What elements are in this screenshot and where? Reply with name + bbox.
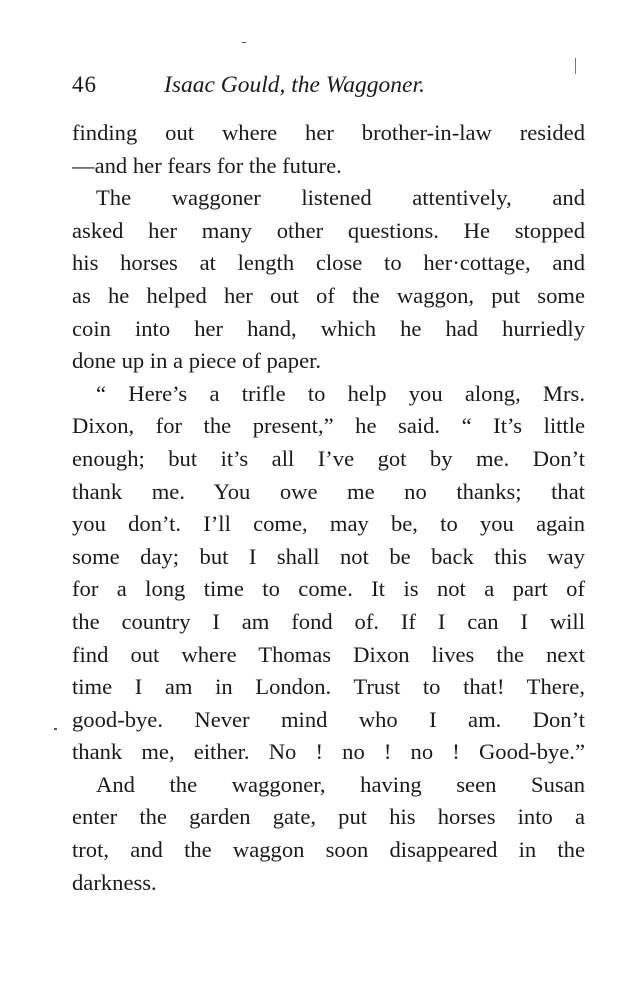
print-speck	[242, 42, 246, 43]
text-line: “ Here’s a trifle to help you along, Mrs.	[96, 380, 585, 406]
text-line: good-bye. Never mind who I am. Don’t	[72, 706, 585, 732]
text-line: enter the garden gate, put his horses into a	[72, 804, 585, 830]
text-line: The waggoner listened attentively, and	[96, 185, 585, 211]
text-line: And the waggoner, having seen Susan	[96, 771, 585, 797]
text-line: darkness.	[72, 869, 157, 895]
text-line: enough; but it’s all I’ve got by me. Don’t	[72, 445, 585, 471]
text-line: coin into her hand, which he had hurriedly	[72, 315, 585, 341]
text-line: Dixon, for the present,” he said. “ It’s little	[72, 413, 585, 439]
text-line: for a long time to come. It is not a part of	[72, 576, 585, 602]
text-line: thank me, either. No ! no ! no ! Good-bye.”	[72, 739, 585, 765]
page-number: 46	[72, 72, 97, 97]
text-line: his horses at length close to her·cottage, and	[72, 250, 585, 276]
running-title: Isaac Gould, the Waggoner.	[164, 72, 425, 98]
body-text	[72, 117, 585, 899]
text-line: the country I am fond of. If I can I will	[72, 608, 585, 634]
page-header	[72, 72, 492, 106]
text-line: trot, and the waggon soon disappeared in the	[72, 837, 585, 863]
text-line: some day; but I shall not be back this way	[72, 543, 585, 569]
text-line: you don’t. I’ll come, may be, to you again	[72, 511, 585, 537]
text-line: find out where Thomas Dixon lives the next	[72, 641, 585, 667]
text-line: finding out where her brother-in-law resided	[72, 120, 585, 145]
text-line: time I am in London. Trust to that! There,	[72, 674, 585, 700]
print-speck	[575, 58, 576, 74]
text-line: —and her fears for the future.	[72, 152, 342, 178]
text-line: thank me. You owe me no thanks; that	[72, 478, 585, 504]
text-line: as he helped her out of the waggon, put some	[72, 282, 585, 308]
text-line: asked her many other questions. He stopped	[72, 217, 585, 243]
text-line: done up in a piece of paper.	[72, 348, 322, 374]
print-speck	[54, 728, 57, 730]
